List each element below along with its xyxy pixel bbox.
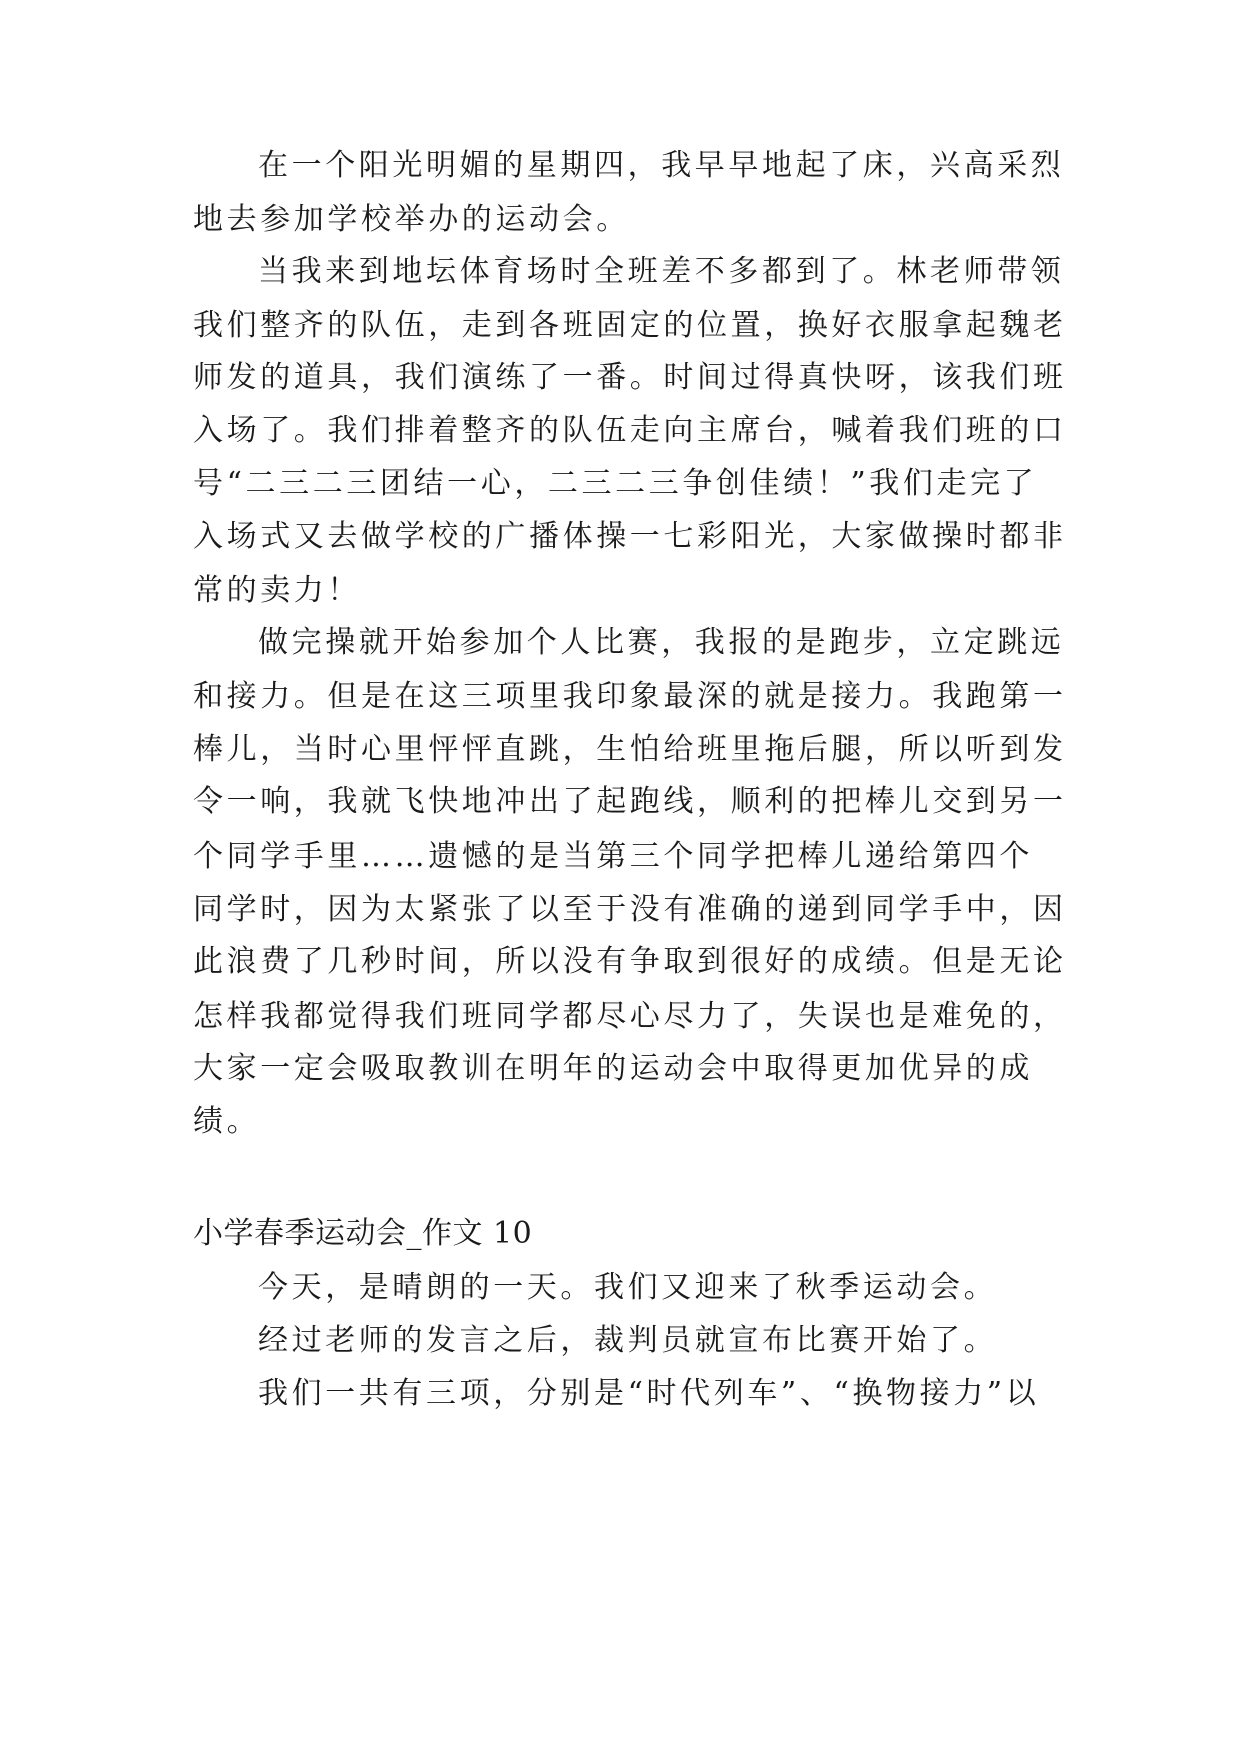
paragraph-3-line-3: 棒儿，当时心里怦怦直跳，生怕给班里拖后腿，所以听到发 (193, 732, 1067, 767)
paragraph-3-line-2: 和接力。但是在这三项里我印象最深的就是接力。我跑第一 (193, 679, 1067, 714)
essay-2-paragraph-2: 经过老师的发言之后，裁判员就宣布比赛开始了。 (258, 1323, 998, 1358)
paragraph-3-line-5: 个同学手里……遗憾的是当第三个同学把棒儿递给第四个 (193, 839, 1033, 874)
paragraph-3-line-9: 大家一定会吸取教训在明年的运动会中取得更加优异的成 (193, 1051, 1033, 1086)
essay-2-paragraph-1: 今天，是晴朗的一天。我们又迎来了秋季运动会。 (258, 1270, 998, 1305)
paragraph-1-line-2: 地去参加学校举办的运动会。 (193, 202, 630, 237)
paragraph-3-line-4: 令一响，我就飞快地冲出了起跑线，顺利的把棒儿交到另一 (193, 784, 1067, 819)
paragraph-2-line-2: 我们整齐的队伍，走到各班固定的位置，换好衣服拿起魏老 (193, 308, 1067, 343)
paragraph-2-line-7: 常的卖力！ (193, 573, 361, 608)
paragraph-3-line-10: 绩。 (193, 1104, 261, 1139)
paragraph-2-line-4: 入场了。我们排着整齐的队伍走向主席台，喊着我们班的口 (193, 413, 1067, 448)
paragraph-2-line-1: 当我来到地坛体育场时全班差不多都到了。林老师带领 (258, 254, 1065, 289)
paragraph-3-line-1: 做完操就开始参加个人比赛，我报的是跑步，立定跳远 (258, 625, 1065, 660)
paragraph-3-line-6: 同学时，因为太紧张了以至于没有准确的递到同学手中，因 (193, 892, 1067, 927)
paragraph-1-line-1: 在一个阳光明媚的星期四，我早早地起了床，兴高采烈 (258, 148, 1065, 183)
essay-title: 小学春季运动会_作文 10 (193, 1216, 533, 1251)
paragraph-2-line-3: 师发的道具，我们演练了一番。时间过得真快呀，该我们班 (193, 360, 1067, 395)
essay-2-paragraph-3: 我们一共有三项，分别是“时代列车”、“换物接力”以 (258, 1376, 1040, 1411)
paragraph-2-line-6: 入场式又去做学校的广播体操一七彩阳光，大家做操时都非 (193, 519, 1067, 554)
paragraph-3-line-8: 怎样我都觉得我们班同学都尽心尽力了，失误也是难免的， (193, 999, 1067, 1034)
paragraph-3-line-7: 此浪费了几秒时间，所以没有争取到很好的成绩。但是无论 (193, 944, 1067, 979)
paragraph-2-line-5: 号“二三二三团结一心，二三二三争创佳绩！”我们走完了 (193, 466, 1038, 501)
